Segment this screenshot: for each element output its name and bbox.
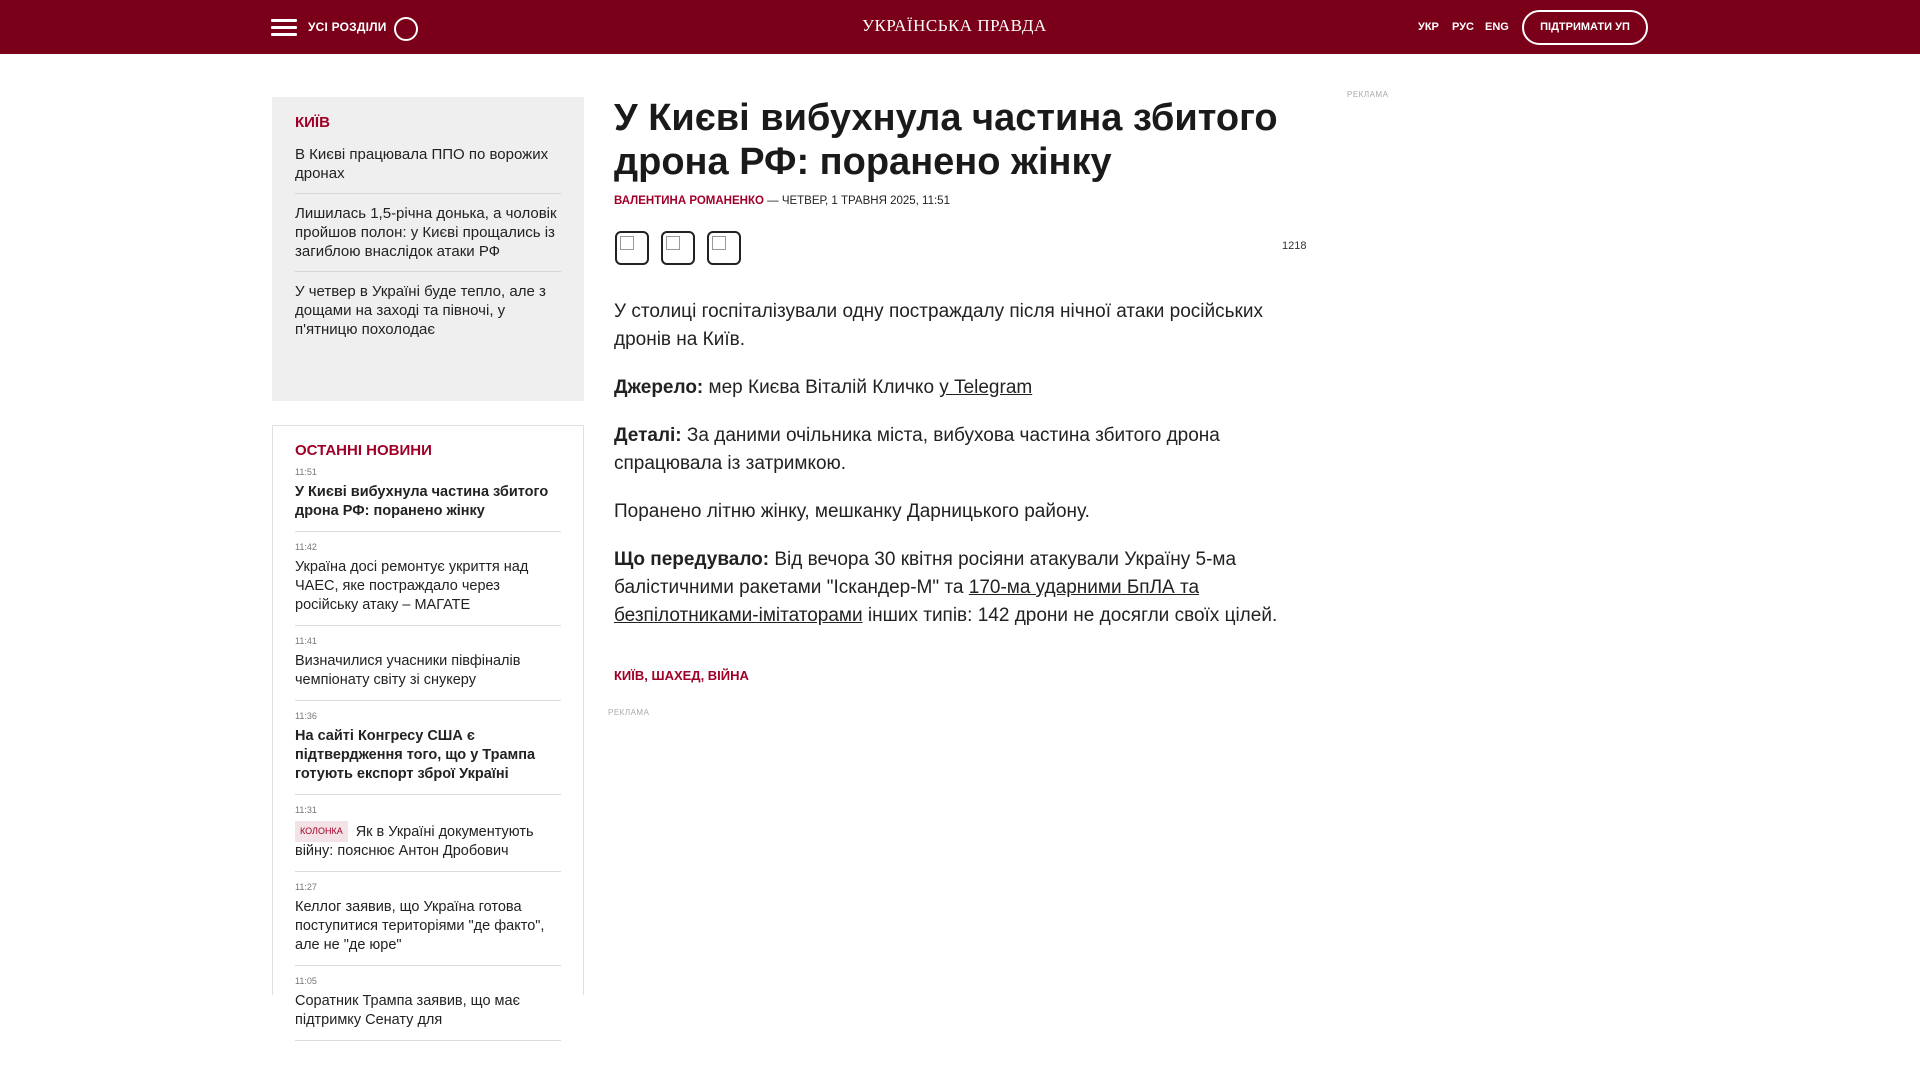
language-eng[interactable]: ENG bbox=[1485, 21, 1509, 33]
view-count: 1218 bbox=[1282, 240, 1307, 252]
article-byline bbox=[614, 195, 950, 207]
site-logo[interactable]: УКРАЇНСЬКА ПРАВДА bbox=[862, 16, 1047, 35]
article-paragraph bbox=[614, 374, 1314, 402]
news-title[interactable]: Келлог заявив, що Україна готова поступитися територіями "де факто", але не "де юре" bbox=[295, 899, 545, 953]
news-title-text[interactable]: Як в Україні документують війну: пояснює Антон Дробович bbox=[295, 824, 534, 859]
latest-news-item[interactable] bbox=[295, 542, 561, 626]
background-text: Від вечора 30 квітня росіяни атакували Україну 5-ма балістичними ракетами "Іскандер-М" та bbox=[614, 549, 1237, 598]
ad-label-bottom: РЕКЛАМА bbox=[608, 708, 650, 717]
ad-label-right: РЕКЛАМА bbox=[1347, 90, 1389, 99]
column-badge: КОЛОНКА bbox=[295, 821, 348, 842]
kyiv-news-box bbox=[272, 97, 584, 401]
kyiv-news-item[interactable]: В Києві працювала ППО по ворожих дронах bbox=[295, 145, 561, 194]
news-title[interactable]: Україна досі ремонтує укриття над ЧАЕС, яке постраждало через російську атаку – МАГАТЕ bbox=[295, 559, 529, 613]
latest-news-item[interactable] bbox=[295, 805, 561, 872]
news-time: 11:42 bbox=[295, 542, 317, 552]
search-icon[interactable] bbox=[394, 17, 418, 41]
author-link[interactable]: ВАЛЕНТИНА РОМАНЕНКО bbox=[614, 195, 764, 207]
latest-news-item[interactable] bbox=[295, 882, 561, 966]
background-text-end: інших типів: 142 дрони не досягли своїх цілей. bbox=[862, 605, 1278, 626]
kyiv-news-item[interactable]: Лишилась 1,5-річна донька, а чоловік пройшов полон: у Києві прощались із загиблою внаслідок атаки РФ bbox=[295, 204, 561, 272]
article-paragraph bbox=[614, 546, 1314, 630]
latest-news-item[interactable] bbox=[295, 636, 561, 701]
news-time: 11:27 bbox=[295, 882, 317, 892]
tag-shahed[interactable]: ШАХЕД bbox=[651, 668, 701, 683]
news-title[interactable]: Соратник Трампа заявив, що має підтримку Сенату для bbox=[295, 993, 520, 1028]
article-headline: У Києві вибухнула частина збитого дрона РФ: поранено жінку bbox=[614, 97, 1278, 183]
details-text: За даними очільника міста, вибухова частина збитого дрона спрацювала із затримкою. bbox=[614, 425, 1220, 474]
news-title[interactable]: На сайті Конгресу США є підтвердження того, що у Трампа готують експорт зброї Україні bbox=[295, 728, 536, 782]
article-date: ЧЕТВЕР, 1 ТРАВНЯ 2025, 11:51 bbox=[781, 195, 950, 207]
share-facebook-icon[interactable] bbox=[615, 231, 649, 265]
latest-news-title[interactable]: ОСТАННІ НОВИНИ bbox=[295, 442, 432, 459]
news-time: 11:36 bbox=[295, 711, 317, 721]
support-button[interactable]: ПІДТРИМАТИ УП bbox=[1522, 10, 1648, 45]
all-sections-link[interactable]: УСІ РОЗДІЛИ bbox=[308, 20, 387, 34]
background-label: Що передувало: bbox=[614, 549, 770, 570]
language-ukr[interactable]: УКР bbox=[1418, 21, 1439, 33]
latest-news-item[interactable] bbox=[295, 467, 561, 532]
tag-war[interactable]: ВІЙНА bbox=[707, 668, 749, 683]
share-telegram-icon[interactable] bbox=[707, 231, 741, 265]
article-paragraph bbox=[614, 422, 1314, 478]
news-time: 11:41 bbox=[295, 636, 317, 646]
kyiv-news-item[interactable]: У четвер в Україні буде тепло, але з дощами на заході та півночі, у п'ятницю похолодає bbox=[295, 283, 546, 338]
article-paragraph: Поранено літню жінку, мешканку Дарницького району. bbox=[614, 501, 1090, 522]
top-navigation-bar bbox=[0, 0, 1920, 54]
news-title[interactable]: Визначилися учасники півфіналів чемпіонату світу зі снукеру bbox=[295, 653, 521, 688]
byline-separator: — bbox=[763, 195, 782, 207]
menu-icon[interactable] bbox=[271, 19, 297, 37]
article-tags: КИЇВ, ШАХЕД, ВІЙНА bbox=[614, 668, 749, 683]
article-body bbox=[614, 298, 1314, 650]
news-time: 11:51 bbox=[295, 467, 317, 477]
telegram-link[interactable]: у Telegram bbox=[939, 377, 1033, 398]
drones-link[interactable]: 170-ма ударними БпЛА та безпілотниками-імітаторами bbox=[614, 577, 1200, 626]
news-title[interactable] bbox=[295, 821, 561, 861]
news-time: 11:31 bbox=[295, 805, 317, 815]
latest-news-item[interactable] bbox=[295, 711, 561, 795]
news-title[interactable]: У Києві вибухнула частина збитого дрона РФ: поранено жінку bbox=[295, 484, 549, 519]
share-twitter-icon[interactable] bbox=[661, 231, 695, 265]
source-label: Джерело: bbox=[614, 377, 704, 398]
details-label: Деталі: bbox=[614, 425, 682, 446]
latest-news-item[interactable] bbox=[295, 976, 561, 1041]
kyiv-section-title[interactable]: КИЇВ bbox=[295, 114, 330, 131]
news-time: 11:05 bbox=[295, 976, 317, 986]
latest-news-box bbox=[272, 425, 584, 1028]
article-paragraph: У столиці госпіталізували одну постраждалу після нічної атаки російських дронів на Київ. bbox=[614, 301, 1263, 350]
language-rus[interactable]: РУС bbox=[1452, 21, 1474, 33]
source-text: мер Києва Віталій Кличко bbox=[703, 377, 940, 398]
tag-kyiv[interactable]: КИЇВ bbox=[614, 668, 645, 683]
